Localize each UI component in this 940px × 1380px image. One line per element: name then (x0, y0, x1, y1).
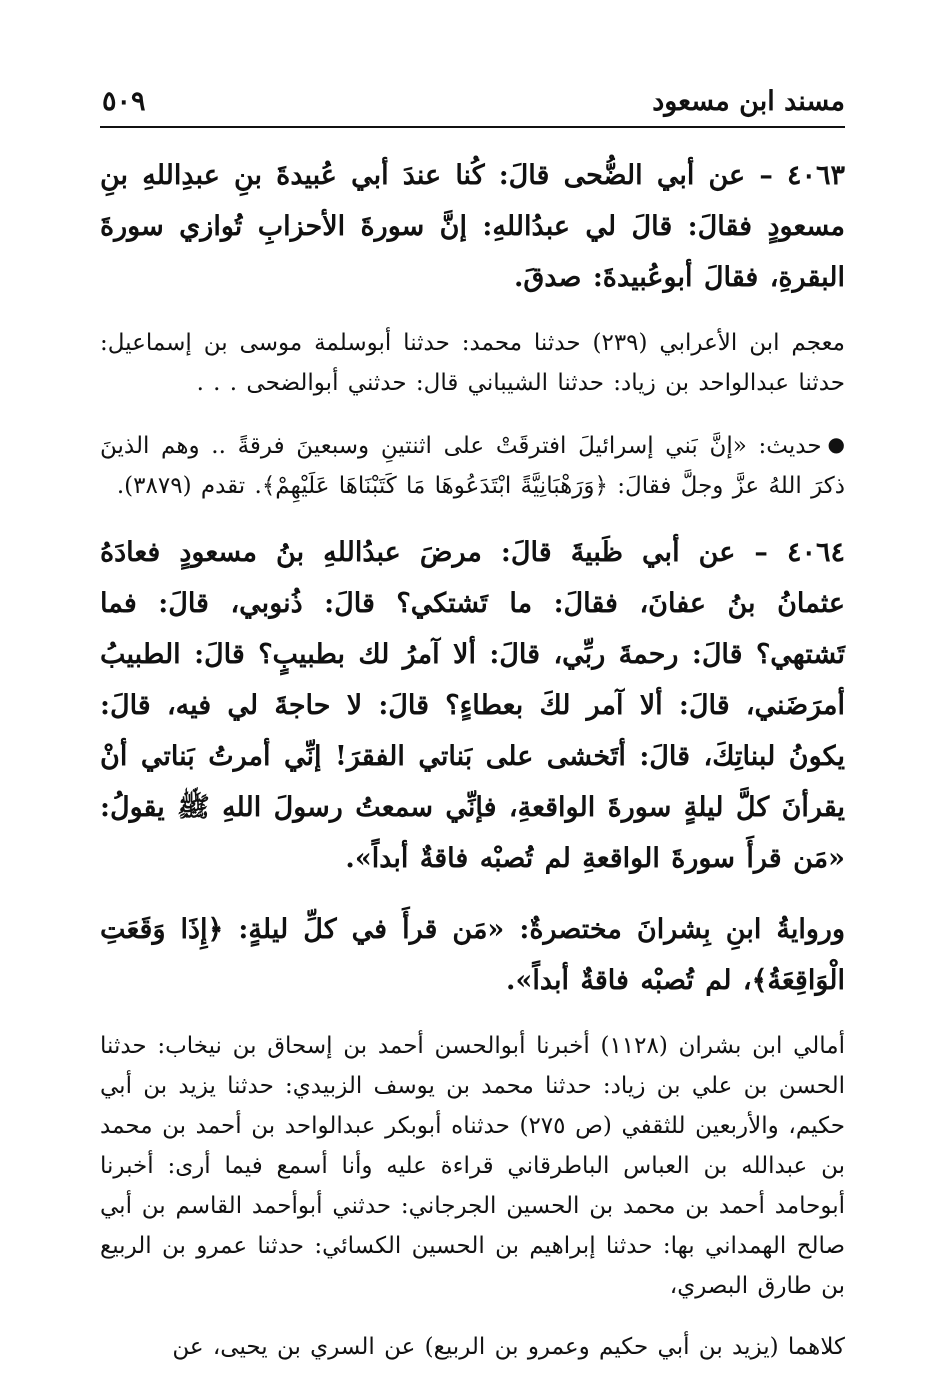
hadith-4064: ٤٠٦٤ – عن أبي ظَبيةَ قالَ: مرضَ عبدُاللهِ بنُ مسعودٍ فعادَهُ عثمانُ بنُ عفانَ، فقالَ: ما تَشتكي؟ قالَ: ذُنوبي، قالَ: فما تَشتهي؟ قالَ: رحمةَ ربِّي، قالَ: ألا آمرُ لك بطبيبٍ؟ قالَ: الطبيبُ أمرَضَني، قالَ: ألا آمر لكَ بعطاءٍ؟ قالَ: لا حاجةَ لي فيه، قالَ: يكونُ لبناتِكَ، قالَ: أتَخشى على بَناتي الفقرَ! إنِّي أمرتُ بَناتي أنْ يقرأنَ كلَّ ليلةٍ سورةَ الواقعةِ، فإنِّي سمعتُ رسولَ اللهِ ﷺ يقولُ: «مَن قرأَ سورةَ الواقعةِ لم تُصبْه فاقةٌ أبداً». (100, 537, 845, 874)
running-header (100, 82, 845, 128)
ibn-bishran-narration: وروايةُ ابنِ بِشرانَ مختصرةٌ: «مَن قرأَ في كلِّ ليلةٍ: ﴿إِذَا وَقَعَتِ الْوَاقِعَةُ﴾، لم تُصبْه فاقةٌ أبداً». (100, 914, 845, 996)
hadith-4063: ٤٠٦٣ – عن أبي الضُّحى قالَ: كُنا عندَ أبي عُبيدةَ بنِ عبدِاللهِ بنِ مسعودٍ فقالَ: قالَ لي عبدُاللهِ: إنَّ سورةَ الأحزابِ تُوازي سورةَ البقرةِ، فقالَ أبوعُبيدةَ: صدقَ. (100, 160, 845, 293)
running-title: مسند ابن مسعود (652, 86, 845, 117)
bullet-icon: ● (827, 432, 845, 456)
source-note-amali: أمالي ابن بشران (١١٢٨) أخبرنا أبوالحسن أحمد بن إسحاق بن نيخاب: حدثنا الحسن بن علي بن زياد: حدثنا محمد بن يوسف الزبيدي: حدثنا يزيد بن أبي حكيم، والأربعين للثقفي (ص ٢٧٥) حدثناه أبوبكر عبدالواحد بن أحمد بن محمد بن عبدالله بن العباس الباطرقاني قراءة عليه وأنا أسمع فيما أرى: أخبرنا أبوحامد أحمد بن محمد بن الحسين الجرجاني: حدثني أبوأحمد القاسم بن أبي صالح الهمداني بها: حدثنا إبراهيم بن الحسين الكسائي: حدثنا عمرو بن الربيع بن طارق البصري، (100, 1033, 845, 1299)
cross-reference-note (100, 424, 845, 506)
cross-reference-text: حديث: «إنَّ بَني إسرائيلَ افترقَتْ على اثنتينِ وسبعينَ فرقةً .. وهم الذينَ ذكرَ اللهُ عزَّ وجلَّ فقالَ: ﴿وَرَهْبَانِيَّةً ابْتَدَعُوهَا مَا كَتَبْنَاهَا عَلَيْهِمْ﴾. تقدم (٣٨٧٩). (100, 433, 845, 499)
source-note-continuation: كلاهما (يزيد بن أبي حكيم وعمرو بن الربيع) عن السري بن يحيى، عن (172, 1334, 845, 1360)
page-number: ٥٠٩ (102, 86, 146, 117)
source-note-ibn-al-arabi: معجم ابن الأعرابي (٢٣٩) حدثنا محمد: حدثنا أبوسلمة موسى بن إسماعيل: حدثنا عبدالواحد بن زياد: حدثنا الشيباني قال: حدثني أبوالضحى . . . (100, 330, 845, 396)
